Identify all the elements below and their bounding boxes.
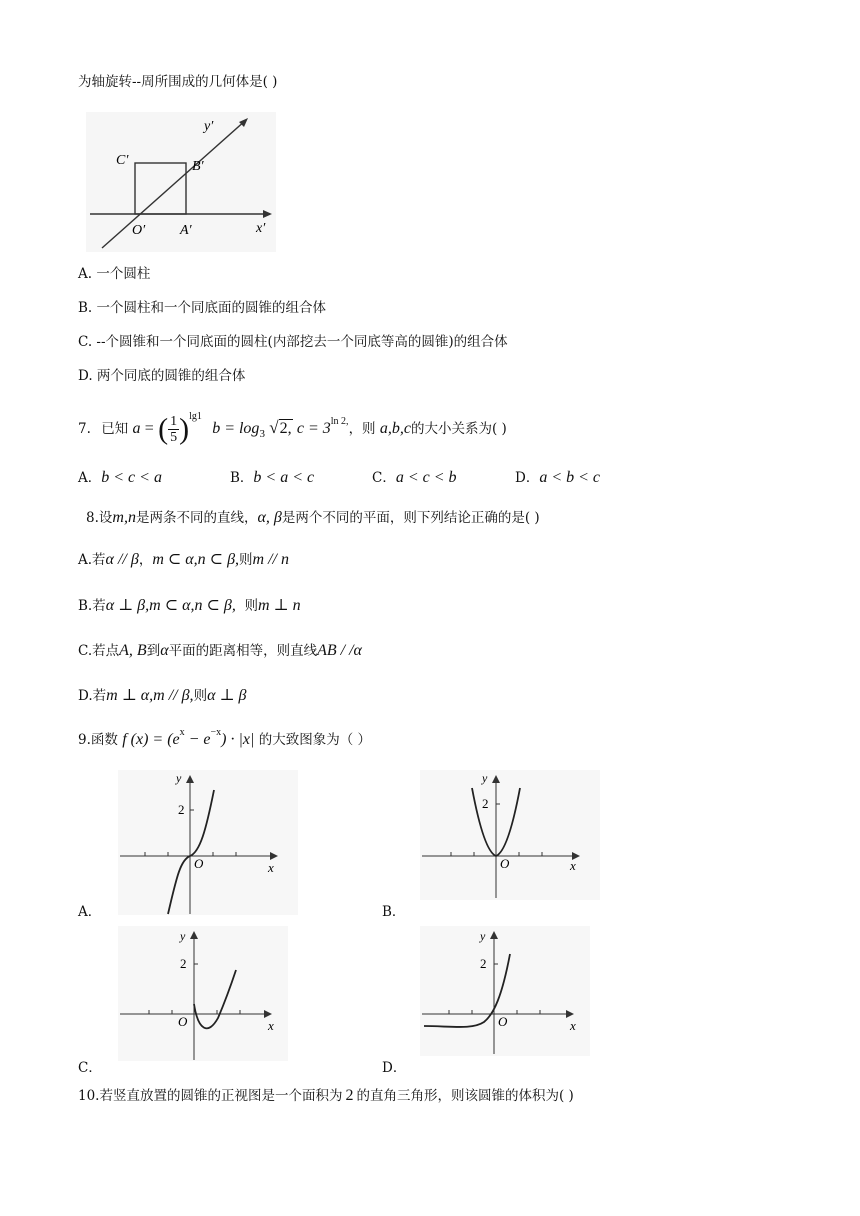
q8-stem: 8.设m,n是两条不同的直线，α, β是两个不同的平面，则下列结论正确的是( ) <box>86 509 540 526</box>
q9-b-o: O <box>500 856 510 871</box>
q7-b-part: b = log <box>212 420 260 437</box>
q6-option-d: D. 两个同底的圆锥的组合体 <box>78 368 246 384</box>
q9-graph-c <box>118 926 288 1061</box>
q6-option-a: A. 一个圆柱 <box>78 266 151 282</box>
q8-option-c: C.若点A, B到α平面的距离相等，则直线AB / /α <box>78 642 362 659</box>
q9-option-a: A． <box>78 904 102 920</box>
q7-log-base: 3 <box>259 428 265 440</box>
q7-option-b: B．b < a < c <box>230 469 315 486</box>
q7-option-d: D．a < b < c <box>515 469 601 486</box>
q7-eq: = <box>144 420 154 437</box>
q9-c-two: 2 <box>180 956 187 971</box>
q7-a: a <box>132 420 141 437</box>
q9-c-x: x <box>268 1018 274 1033</box>
q7-exp-c: ln 2, <box>330 416 349 427</box>
q7-option-c: C．a < c < b <box>372 469 457 486</box>
q9-b-two: 2 <box>482 796 489 811</box>
q6-option-b: B. 一个圆柱和一个同底面的圆锥的组合体 <box>78 300 327 316</box>
q7-tail-pre: ，则 <box>348 421 376 437</box>
q6-option-c: C. --个圆锥和一个同底面的圆柱(内部挖去一个同底等高的圆锥)的组合体 <box>78 334 508 350</box>
q9-a-y: y <box>176 771 182 785</box>
q9-a-x: x <box>268 860 274 875</box>
q8-option-a: A.若α // β，m ⊂ α,n ⊂ β,则m // n <box>78 551 289 568</box>
q9-stem: 9.函数 f $(x) = (e^x - e^{-x}) \cdot |x|$ 的大致图象为（ ） <box>78 727 371 748</box>
q6-label-a: A′ <box>180 223 192 238</box>
q6-label-c: C′ <box>116 153 129 168</box>
q9-option-b: B． <box>382 904 406 920</box>
q7-intro: 已知 <box>101 421 129 437</box>
q8-option-b: B.若α ⊥ β,m ⊂ α,n ⊂ β, 则m ⊥ n <box>78 597 301 614</box>
q6-stem-tail: 为轴旋转--周所围成的几何体是( ) <box>78 74 278 90</box>
q9-a-two: 2 <box>178 802 185 817</box>
q7-exp-a: lg1 <box>189 411 202 422</box>
q7-stem <box>78 408 507 448</box>
q9-c-y: y <box>180 929 186 943</box>
q7-rparen: ) <box>179 412 190 446</box>
q6-label-x: x′ <box>256 221 266 236</box>
q7-sqrt: √2, <box>269 418 292 437</box>
q7-frac-den: 5 <box>170 430 178 445</box>
q9-b-y: y <box>482 771 488 785</box>
q9-graph-a <box>118 770 298 915</box>
q7-option-a: A．b < c < a <box>78 469 162 486</box>
q10-stem: 10.若竖直放置的圆锥的正视图是一个面积为 2 的直角三角形，则该圆锥的体积为( ) <box>78 1087 574 1104</box>
q9-d-two: 2 <box>480 956 487 971</box>
q9-d-x: x <box>570 1018 576 1033</box>
q6-figure <box>86 112 276 252</box>
q7-tail: 的大小关系为( ) <box>410 421 507 437</box>
q8-option-d: D.若m ⊥ α,m // β,则α ⊥ β <box>78 687 247 704</box>
q9-graph-d <box>420 926 590 1056</box>
q7-frac-num: 1 <box>170 414 178 429</box>
q7-c-part: c = 3 <box>296 420 331 437</box>
q9-graph-b <box>420 770 600 900</box>
q6-label-o: O′ <box>132 223 146 238</box>
q9-option-c: C． <box>78 1060 102 1076</box>
q7-fraction <box>168 414 179 445</box>
q7-vars: a,b,c <box>379 420 411 437</box>
q9-option-d: D． <box>382 1060 407 1076</box>
q6-label-y: y′ <box>204 119 214 134</box>
q9-d-o: O <box>498 1014 508 1029</box>
q9-c-o: O <box>178 1014 188 1029</box>
q6-label-b: B′ <box>192 159 204 174</box>
q7-lparen: ( <box>158 412 169 446</box>
q9-a-o: O <box>194 856 204 871</box>
q7-number: 7. <box>78 421 91 437</box>
q9-b-x: x <box>570 858 576 873</box>
q9-d-y: y <box>480 929 486 943</box>
